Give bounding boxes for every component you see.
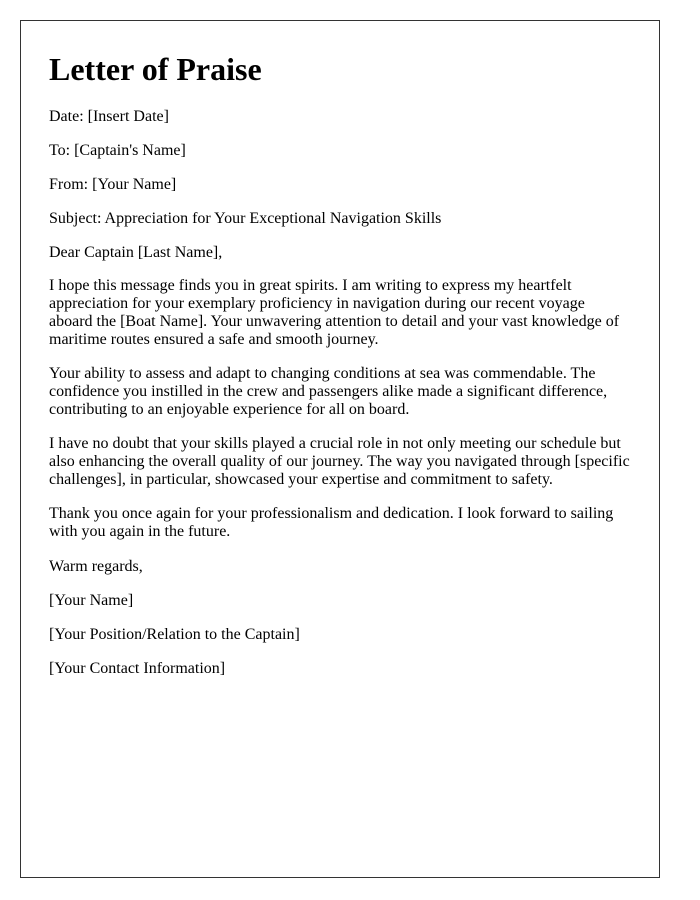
closing: Warm regards,	[49, 558, 143, 575]
signature-position: [Your Position/Relation to the Captain]	[49, 626, 300, 643]
to-line: To: [Captain's Name]	[49, 142, 186, 159]
from-line: From: [Your Name]	[49, 176, 177, 193]
body-paragraph: Thank you once again for your professionalism and dedication. I look forward to sailing with you again in the future.	[49, 505, 614, 540]
body-paragraph: I have no doubt that your skills played a crucial role in not only meeting our schedule but also enhancing the overall quality of our journey. The way you navigated through [specific challenges], in particular, showcased your expertise and commitment to safety.	[49, 435, 630, 488]
date-line: Date: [Insert Date]	[49, 108, 169, 125]
body-paragraph: Your ability to assess and adapt to changing conditions at sea was commendable. The confidence you instilled in the crew and passengers alike made a significant difference, contributing to an enjoyable experience for all on board.	[49, 365, 608, 418]
letter-page	[20, 20, 660, 878]
subject-line: Subject: Appreciation for Your Exceptional Navigation Skills	[49, 210, 442, 227]
salutation: Dear Captain [Last Name],	[49, 244, 223, 261]
body-paragraph: I hope this message finds you in great spirits. I am writing to express my heartfelt appreciation for your exemplary proficiency in navigation during our recent voyage aboard the [Boat Name]. Your unwavering attention to detail and your vast knowledge of maritime routes ensured a safe and smooth journey.	[49, 277, 620, 348]
signature-contact: [Your Contact Information]	[49, 660, 226, 677]
letter-title: Letter of Praise	[49, 51, 262, 87]
signature-name: [Your Name]	[49, 592, 134, 609]
